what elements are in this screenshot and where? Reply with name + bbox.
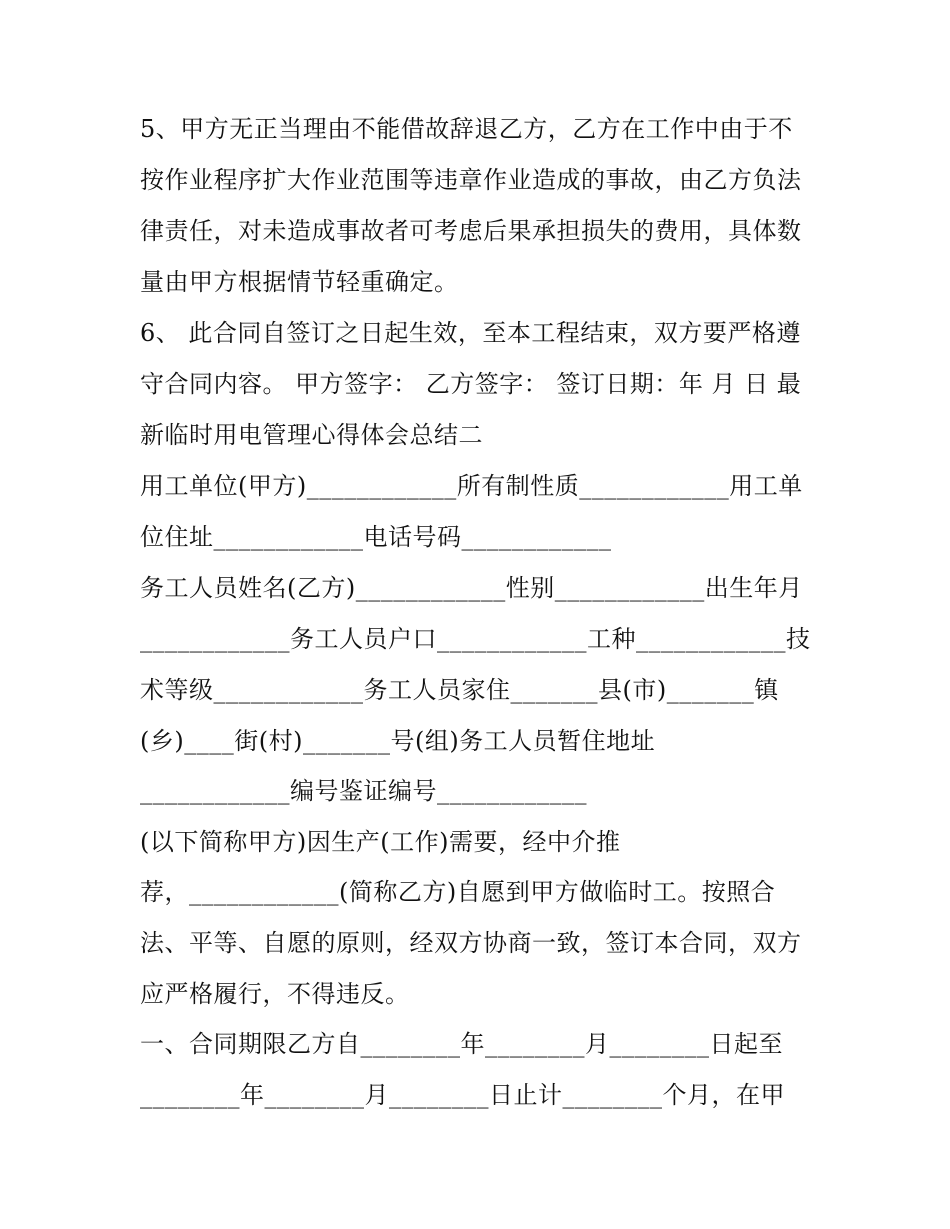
text-line: 5、甲方无正当理由不能借故辞退乙方，乙方在工作中由于不 — [140, 115, 793, 143]
text-line: ________年________月________日止计________个月，在甲 — [140, 1081, 785, 1109]
text-line: 术等级____________务工人员家住_______县(市)_______镇 — [140, 676, 779, 704]
text-line: 新临时用电管理心得体会总结二 — [140, 421, 483, 449]
text-line: 6、 此合同自签订之日起生效，至本工程结束，双方要严格遵 — [140, 319, 801, 347]
text-line: 量由甲方根据情节轻重确定。 — [140, 268, 459, 296]
text-line: 一、合同期限乙方自________年________月________日起至 — [140, 1030, 783, 1058]
text-line: 荐，____________(简称乙方)自愿到甲方做临时工。按照合 — [140, 878, 776, 906]
text-line: ____________务工人员户口____________工种____________技 — [140, 625, 811, 653]
text-line: 应严格履行，不得违反。 — [140, 980, 410, 1008]
text-line: 法、平等、自愿的原则，经双方协商一致，签订本合同，双方 — [140, 929, 802, 957]
text-line: 位住址____________电话号码____________ — [140, 523, 612, 551]
text-line: ____________编号鉴证编号____________ — [140, 777, 587, 805]
text-line: 务工人员姓名(乙方)____________性别____________出生年月 — [140, 574, 803, 602]
text-line: 守合同内容。 甲方签字： 乙方签字： 签订日期：年 月 日 最 — [140, 370, 802, 398]
text-line: 律责任，对未造成事故者可考虑后果承担损失的费用，具体数 — [140, 217, 802, 245]
text-line: 用工单位(甲方)____________所有制性质____________用工单 — [140, 472, 803, 500]
text-line: 按作业程序扩大作业范围等违章作业造成的事故，由乙方负法 — [140, 166, 802, 194]
text-line: (乡)____街(村)_______号(组)务工人员暂住地址 — [140, 727, 656, 755]
text-line: (以下简称甲方)因生产(工作)需要，经中介推 — [140, 828, 621, 856]
